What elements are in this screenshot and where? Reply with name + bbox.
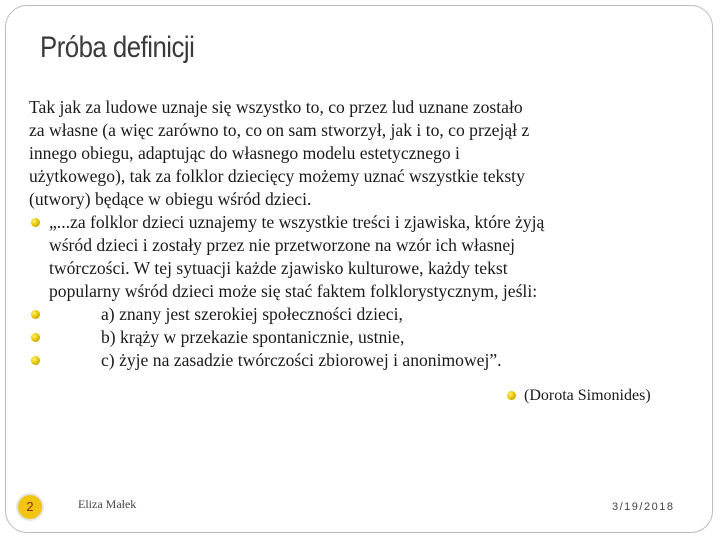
condition-text: b) krąży w przekazie spontanicznie, ustnie, xyxy=(101,327,405,347)
intro-line: (utwory) będące w obiegu wśród dzieci. xyxy=(29,189,312,209)
quote-line: „...za folklor dzieci uznajemy te wszystkie treści i zjawiska, które żyją xyxy=(49,212,545,232)
footer-author: Eliza Małek xyxy=(78,497,137,511)
bullet-dot-icon xyxy=(31,333,40,342)
quote-line: popularny wśród dzieci może się stać faktem folklorystycznym, jeśli: xyxy=(49,281,538,301)
footer-date: 3/19/2018 xyxy=(612,501,675,513)
slide-number-badge: 2 xyxy=(18,495,42,519)
intro-line: użytkowego), tak za folklor dziecięcy możemy uznać wszystkie teksty xyxy=(29,166,525,186)
intro-line: za własne (a więc zarówno to, co on sam stworzył, jak i to, co przejął z xyxy=(29,120,530,140)
attribution-text: (Dorota Simonides) xyxy=(524,387,651,404)
bullet-dot-icon xyxy=(507,391,516,400)
slide-title: Próba definicji xyxy=(40,31,195,64)
bullet-dot-icon xyxy=(31,310,40,319)
bullet-dot-icon xyxy=(31,218,40,227)
condition-text: c) żyje na zasadzie twórczości zbiorowej i anonimowej”. xyxy=(101,350,502,370)
quote-line: twórczości. W tej sytuacji każde zjawisko kulturowe, każdy tekst xyxy=(49,258,508,278)
intro-paragraph xyxy=(29,96,699,211)
condition-text: a) znany jest szerokiej społeczności dzieci, xyxy=(101,304,403,324)
bullet-dot-icon xyxy=(31,356,40,365)
quote-text xyxy=(49,211,544,303)
intro-line: Tak jak za ludowe uznaje się wszystko to, co przez lud uznane zostało xyxy=(29,97,523,117)
intro-line: innego obiegu, adaptując do własnego modelu estetycznego i xyxy=(29,143,460,163)
quote-line: wśród dzieci i zostały przez nie przetworzone na wzór ich własnej xyxy=(49,235,516,255)
